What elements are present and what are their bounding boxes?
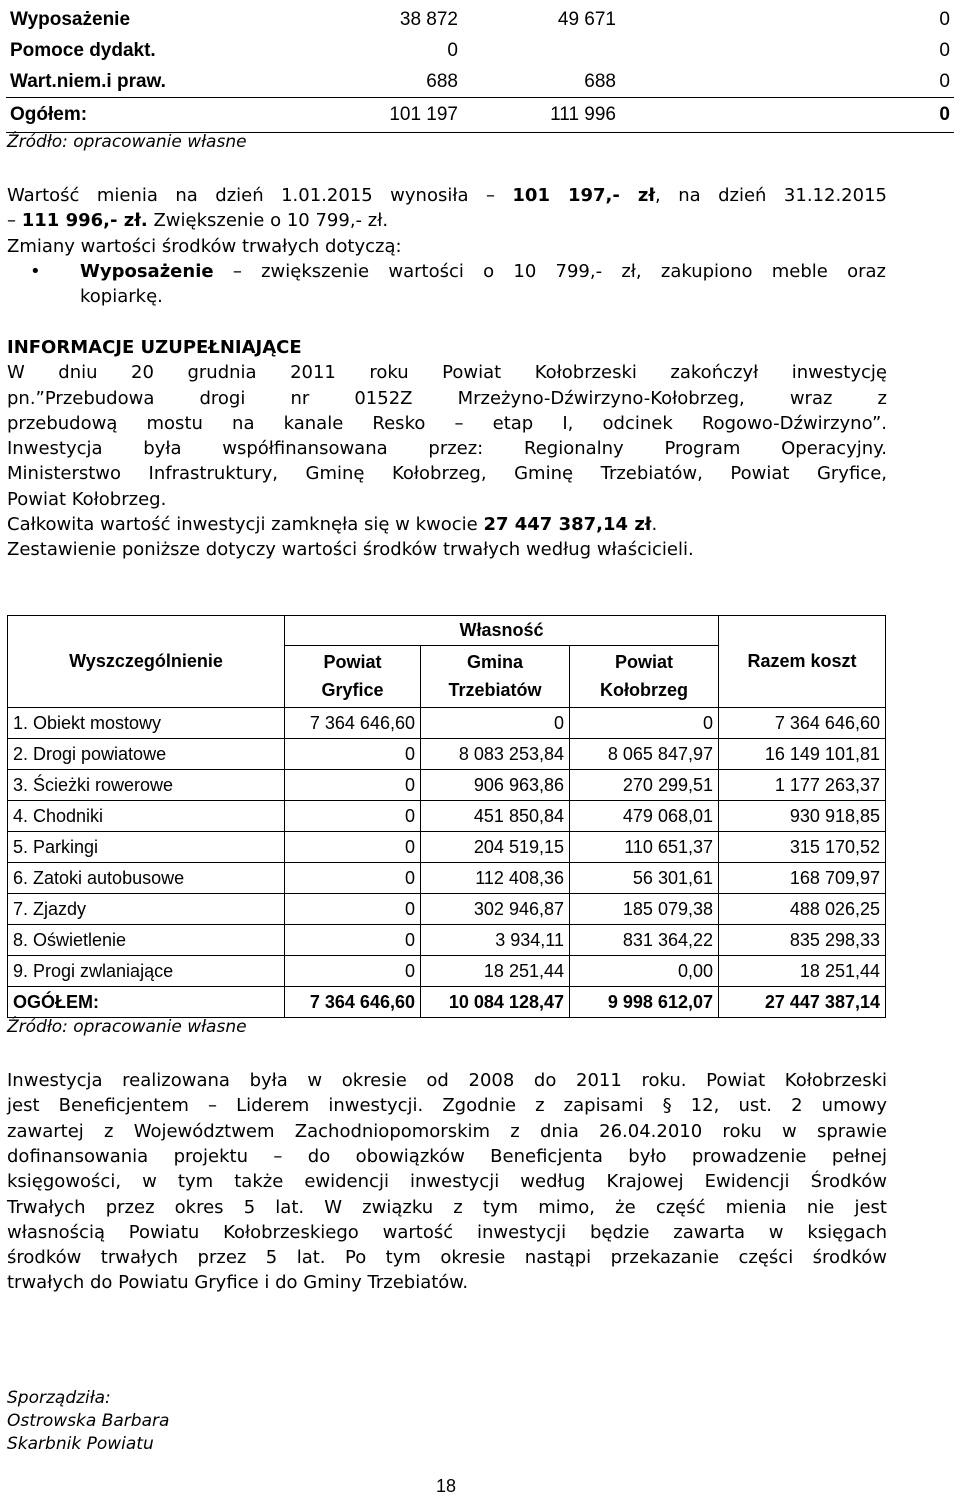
signature-label: Sporządziła:: [7, 1388, 111, 1408]
table-row: 7. Zjazdy 0 302 946,87 185 079,38 488 026,25: [8, 894, 886, 925]
paragraph-line: środków trwałych przez 5 lat. Po tym okresie nastąpi przekazanie części środków: [7, 1247, 887, 1269]
paragraph-line: własnością Powiatu Kołobrzeskiego wartość inwestycji będzie zawarta w księgach: [7, 1221, 887, 1243]
table-row: 2. Drogi powiatowe 0 8 083 253,84 8 065 847,97 16 149 101,81: [8, 739, 886, 770]
col-header-total: Razem koszt: [719, 616, 886, 708]
info-line: Ministerstwo Infrastruktury, Gminę Kołobrzeg, Gminę Trzebiatów, Powiat Gryfice,: [7, 463, 887, 484]
paragraph-line: jest Beneficjentem – Liderem inwestycji. Zgodnie z zapisami § 12, ust. 2 umowy: [7, 1095, 887, 1117]
col-header-trzebiatow: Gmina Trzebiatów: [421, 645, 570, 707]
sum-row: Ogółem: 101 197 111 996 0: [6, 98, 954, 133]
table-row: 9. Progi zwlaniające 0 18 251,44 0,00 18 251,44: [8, 956, 886, 987]
bullet-icon: •: [30, 261, 41, 282]
asset-summary-table: [6, 4, 954, 133]
table-row: Pomoce dydakt. 0 0: [10, 39, 950, 61]
source-note: Źródło: opracowanie własne: [7, 132, 247, 152]
paragraph-line: Trwałych przez okres 5 lat. W związku z tym mimo, że część mienia nie jest: [7, 1196, 887, 1218]
bullet-item-cont: kopiarkę.: [80, 286, 163, 307]
section-heading: INFORMACJE UZUPEŁNIAJĄCE: [7, 337, 302, 358]
col-header-gryfice: Powiat Gryfice: [285, 645, 421, 707]
table-row: Wart.niem.i praw. 688 688 0: [10, 70, 950, 92]
paragraph-line: zawartej z Województwem Zachodniopomorskim z dnia 26.04.2010 roku w sprawie: [7, 1120, 887, 1142]
table-row: 8. Oświetlenie 0 3 934,11 831 364,22 835 298,33: [8, 925, 886, 956]
info-line: Inwestycja była współfinansowana przez: Regionalny Program Operacyjny.: [7, 438, 887, 459]
asset-value-line-2: – 111 996,- zł. Zwiększenie o 10 799,- zł.: [7, 210, 389, 231]
paragraph-line: dofinansowania projektu – do obowiązków Beneficjenta było prowadzenie pełnej: [7, 1145, 887, 1167]
changes-intro: Zmiany wartości środków trwałych dotyczą:: [7, 236, 402, 257]
asset-value-line: Wartość mienia na dzień 1.01.2015 wynosiła – 101 197,- zł, na dzień 31.12.2015: [7, 185, 887, 206]
page-number: 18: [436, 1476, 457, 1496]
source-note: Źródło: opracowanie własne: [7, 1017, 247, 1037]
table-row: 4. Chodniki 0 451 850,84 479 068,01 930 918,85: [8, 801, 886, 832]
col-header-ownership: Własność: [285, 616, 719, 646]
info-line: przebudową mostu na kanale Resko – etap I, odcinek Rogowo-Dźwirzyno”.: [7, 413, 887, 434]
signature-name: Ostrowska Barbara: [7, 1411, 170, 1431]
table-row: 6. Zatoki autobusowe 0 112 408,36 56 301,61 168 709,97: [8, 863, 886, 894]
info-line: pn.”Przebudowa drogi nr 0152Z Mrzeżyno-Dźwirzyno-Kołobrzeg, wraz z: [7, 388, 887, 409]
table-row: Wyposażenie 38 872 49 671 0: [10, 8, 950, 30]
total-row: OGÓŁEM: 7 364 646,60 10 084 128,47 9 998 612,07 27 447 387,14: [8, 987, 886, 1018]
info-line: W dniu 20 grudnia 2011 roku Powiat Kołobrzeski zakończył inwestycję: [7, 362, 887, 383]
summary-intro: Zestawienie poniższe dotyczy wartości środków trwałych według właścicieli.: [7, 539, 694, 560]
paragraph-line: Inwestycja realizowana była w okresie od 2008 do 2011 roku. Powiat Kołobrzeski: [7, 1070, 887, 1091]
total-investment-line: Całkowita wartość inwestycji zamknęła się w kwocie 27 447 387,14 zł.: [7, 514, 658, 535]
paragraph-line: księgowości, w tym także ewidencji inwestycji według Krajowej Ewidencji Środków: [7, 1171, 887, 1193]
col-header-kolobrzeg: Powiat Kołobrzeg: [570, 645, 719, 707]
table-row: 3. Ścieżki rowerowe 0 906 963,86 270 299,51 1 177 263,37: [8, 770, 886, 801]
bullet-item: Wyposażenie – zwiększenie wartości o 10 799,- zł, zakupiono meble oraz: [80, 261, 886, 282]
signature-title: Skarbnik Powiatu: [7, 1434, 154, 1454]
header-row: [8, 616, 886, 646]
info-line: Powiat Kołobrzeg.: [7, 489, 167, 510]
col-header-desc: Wyszczególnienie: [8, 616, 285, 708]
table-row: 1. Obiekt mostowy 7 364 646,60 0 0 7 364 646,60: [8, 708, 886, 739]
ownership-table: [7, 615, 886, 1018]
paragraph-line: trwałych do Powiatu Gryfice i do Gminy Trzebiatów.: [7, 1272, 469, 1294]
table-row: 5. Parkingi 0 204 519,15 110 651,37 315 170,52: [8, 832, 886, 863]
